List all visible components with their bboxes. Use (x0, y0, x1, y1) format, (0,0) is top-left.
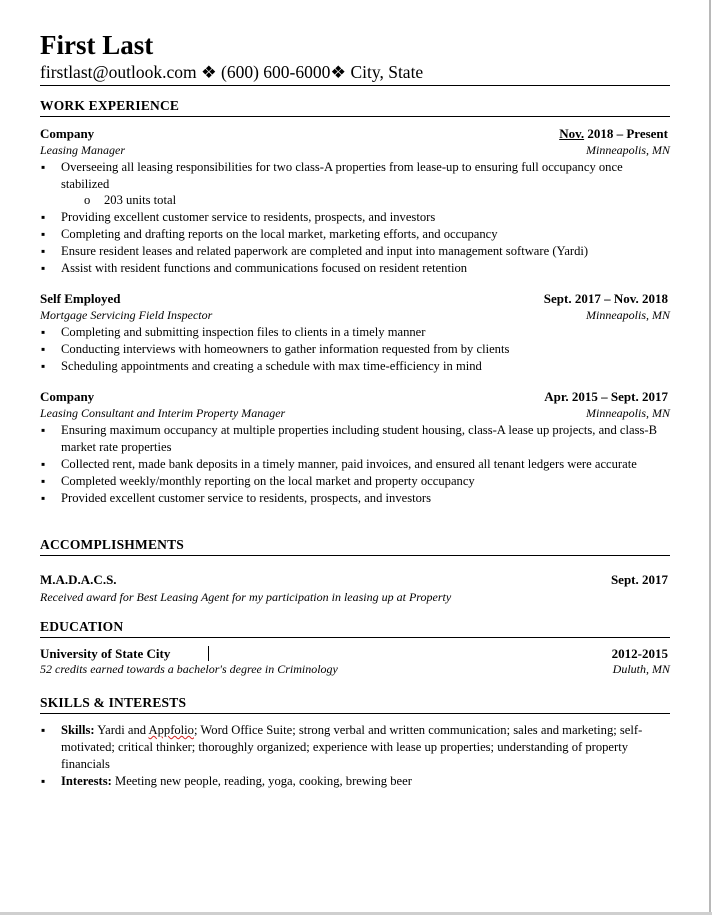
job-2-bullet-2: ▪ Conducting interviews with homeowners to gather information requested from by clients (40, 341, 666, 358)
job-1-sub-bullet (84, 192, 176, 209)
job-3-subheader (40, 406, 670, 421)
job-1-bullets-cont (40, 209, 666, 277)
job-3-title: Leasing Consultant and Interim Property Manager (40, 406, 286, 420)
page-edge (709, 0, 711, 915)
job-1-header (40, 126, 668, 142)
interests-item (40, 773, 666, 790)
job-2-employer: Self Employed (40, 291, 121, 306)
section-skills-interests: SKILLS & INTERESTS (40, 695, 187, 710)
education-location: Duluth, MN (612, 662, 670, 676)
job-2-title: Mortgage Servicing Field Inspector (40, 308, 213, 322)
job-3-bullets (40, 422, 666, 507)
skills-bullets (40, 722, 666, 790)
job-3-dates: Apr. 2015 – Sept. 2017 (544, 389, 668, 404)
job-1-bullet-1: ▪ Overseeing all leasing responsibilities for two class-A properties from lease-up to ensuring full occupancy once stabilized (40, 159, 666, 193)
section-education: EDUCATION (40, 619, 124, 634)
job-1-date-month: Nov. (559, 126, 585, 141)
education-rule (40, 637, 670, 638)
job-3-bullet-3: ▪ Completed weekly/monthly reporting on the local market and property occupancy (40, 473, 666, 490)
resume-name: First Last (40, 30, 154, 60)
job-3-header (40, 389, 668, 405)
text-cursor (208, 646, 209, 661)
job-1-bullet-5: ▪ Assist with resident functions and communications focused on resident retention (40, 260, 666, 277)
job-2-header (40, 291, 668, 307)
job-3-bullet-4: ▪ Provided excellent customer service to residents, prospects, and investors (40, 490, 666, 507)
job-1-bullet-4: ▪ Ensure resident leases and related paperwork are completed and input into management software (Yardi) (40, 243, 666, 260)
job-1-sub-bullet-text: 203 units total (104, 193, 177, 207)
job-1-bullets (40, 159, 666, 193)
education-subheader (40, 662, 670, 677)
job-1-bullet-2: ▪ Providing excellent customer service to residents, prospects, and investors (40, 209, 666, 226)
job-2-bullets (40, 324, 666, 375)
job-1-subheader (40, 143, 670, 158)
section-work-experience: WORK EXPERIENCE (40, 98, 180, 113)
skills-text-pre: Yardi and (94, 723, 149, 737)
job-1-bullet-3: ▪ Completing and drafting reports on the local market, marketing efforts, and occupancy (40, 226, 666, 243)
job-1-date-rest: 2018 – Present (584, 126, 668, 141)
job-2-dates: Sept. 2017 – Nov. 2018 (543, 291, 668, 306)
education-dates: 2012-2015 (611, 646, 668, 661)
job-3-bullet-1: ▪ Ensuring maximum occupancy at multiple properties including student housing, class-A lease up projects, and class-B market rate properties (40, 422, 666, 456)
interests-text: Meeting new people, reading, yoga, cooking, brewing beer (111, 774, 412, 788)
job-3-bullet-2: ▪ Collected rent, made bank deposits in a timely manner, paid invoices, and ensured all tenant ledgers were accurate (40, 456, 666, 473)
job-3-employer: Company (40, 389, 95, 404)
accomplishments-rule (40, 555, 670, 556)
interests-label: Interests: (61, 774, 112, 788)
accomplishment-date: Sept. 2017 (610, 572, 668, 587)
education-school: University of State City (40, 646, 171, 661)
skills-item (40, 722, 666, 773)
education-header (40, 646, 668, 662)
hollow-bullet-icon: o (84, 193, 91, 207)
skills-text-post: ; Word Office Suite; strong verbal and written communication; sales and marketing; self-motivated; critical thinker; thoroughly organized; experience with lease up properties; understanding of property financials (61, 723, 643, 771)
job-2-subheader (40, 308, 670, 323)
skills-label: Skills: (61, 723, 95, 737)
header-rule (40, 85, 670, 86)
job-1-title: Leasing Manager (40, 143, 125, 157)
job-3-location: Minneapolis, MN (586, 406, 670, 420)
skills-flagged-word: Appfolio (148, 723, 194, 737)
job-1-dates (559, 126, 668, 142)
accomplishment-name: M.A.D.A.C.S. (40, 572, 117, 587)
job-1-employer: Company (40, 126, 95, 141)
work-rule (40, 116, 670, 117)
section-accomplishments: ACCOMPLISHMENTS (40, 537, 185, 552)
accomplishment-header (40, 572, 668, 588)
skills-rule (40, 713, 670, 714)
job-1-location: Minneapolis, MN (586, 143, 670, 157)
job-2-location: Minneapolis, MN (586, 308, 670, 322)
accomplishment-description: Received award for Best Leasing Agent for my participation in leasing up at Property (40, 590, 452, 604)
job-2-bullet-1: ▪ Completing and submitting inspection files to clients in a timely manner (40, 324, 666, 341)
contact-line: firstlast@outlook.com ❖ (600) 600-6000❖ City, State (40, 62, 424, 82)
education-description: 52 credits earned towards a bachelor's degree in Criminology (40, 662, 338, 676)
job-2-bullet-3: ▪ Scheduling appointments and creating a schedule with max time-efficiency in mind (40, 358, 666, 375)
